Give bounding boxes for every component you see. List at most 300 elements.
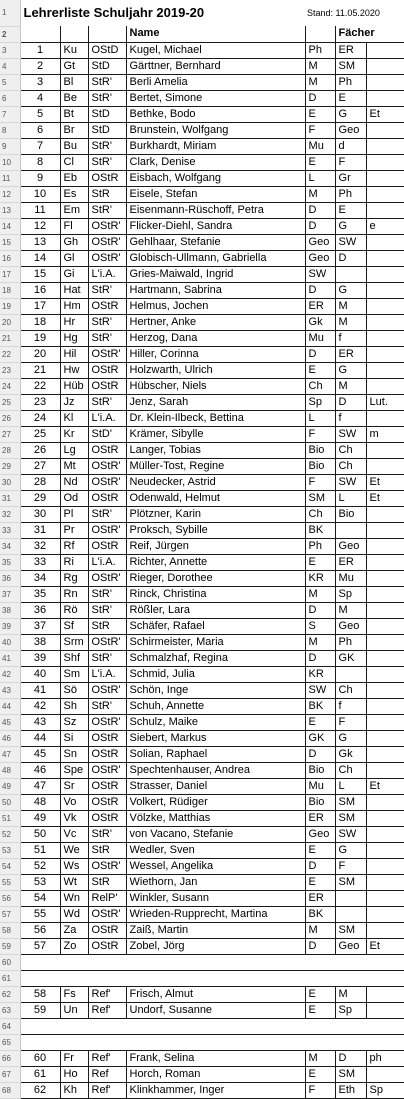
teacher-number[interactable]: 21 bbox=[20, 362, 60, 378]
subject-1[interactable]: D bbox=[305, 282, 335, 298]
teacher-number[interactable]: 17 bbox=[20, 298, 60, 314]
subject-3[interactable] bbox=[366, 682, 404, 698]
teacher-amt[interactable]: StR' bbox=[88, 330, 126, 346]
subject-1[interactable]: D bbox=[305, 938, 335, 954]
teacher-name[interactable]: Clark, Denise bbox=[126, 154, 305, 170]
teacher-number[interactable]: 55 bbox=[20, 906, 60, 922]
teacher-amt[interactable]: StR' bbox=[88, 698, 126, 714]
teacher-kuerzel[interactable]: Fr bbox=[60, 1050, 88, 1066]
row-header[interactable]: 45 bbox=[0, 714, 20, 730]
row-header[interactable]: 20 bbox=[0, 314, 20, 330]
row-header[interactable]: 14 bbox=[0, 218, 20, 234]
teacher-name[interactable]: Wiethorn, Jan bbox=[126, 874, 305, 890]
teacher-number[interactable]: 31 bbox=[20, 522, 60, 538]
stand-date[interactable]: Stand: 11.05.2020 bbox=[307, 8, 380, 18]
teacher-amt[interactable]: OStR bbox=[88, 362, 126, 378]
subject-2[interactable]: f bbox=[335, 330, 366, 346]
teacher-number[interactable]: 19 bbox=[20, 330, 60, 346]
subject-1[interactable]: BK bbox=[305, 906, 335, 922]
teacher-amt[interactable]: OStR bbox=[88, 922, 126, 938]
row-header[interactable]: 31 bbox=[0, 490, 20, 506]
subject-3[interactable] bbox=[366, 58, 404, 74]
subject-1[interactable]: M bbox=[305, 634, 335, 650]
teacher-kuerzel[interactable]: Pl bbox=[60, 506, 88, 522]
teacher-number[interactable]: 56 bbox=[20, 922, 60, 938]
cell[interactable] bbox=[20, 970, 404, 986]
subject-2[interactable]: D bbox=[335, 1050, 366, 1066]
subject-2[interactable]: M bbox=[335, 298, 366, 314]
subject-2[interactable]: Ch bbox=[335, 762, 366, 778]
teacher-number[interactable]: 51 bbox=[20, 842, 60, 858]
teacher-amt[interactable]: StR' bbox=[88, 314, 126, 330]
subject-1[interactable]: GK bbox=[305, 730, 335, 746]
teacher-kuerzel[interactable]: Hg bbox=[60, 330, 88, 346]
row-header[interactable]: 42 bbox=[0, 666, 20, 682]
subject-2[interactable]: SM bbox=[335, 810, 366, 826]
subject-2[interactable] bbox=[335, 266, 366, 282]
teacher-number[interactable]: 62 bbox=[20, 1082, 60, 1098]
subject-3[interactable]: Et bbox=[366, 106, 404, 122]
teacher-kuerzel[interactable]: Bl bbox=[60, 74, 88, 90]
row-header[interactable]: 63 bbox=[0, 1002, 20, 1018]
subject-3[interactable]: e bbox=[366, 218, 404, 234]
teacher-name[interactable]: von Vacano, Stefanie bbox=[126, 826, 305, 842]
subject-2[interactable]: f bbox=[335, 698, 366, 714]
teacher-kuerzel[interactable]: Bu bbox=[60, 138, 88, 154]
subject-3[interactable] bbox=[366, 746, 404, 762]
row-header[interactable]: 28 bbox=[0, 442, 20, 458]
subject-3[interactable] bbox=[366, 538, 404, 554]
row-header[interactable]: 68 bbox=[0, 1082, 20, 1098]
teacher-number[interactable]: 58 bbox=[20, 986, 60, 1002]
teacher-name[interactable]: Jenz, Sarah bbox=[126, 394, 305, 410]
teacher-number[interactable]: 5 bbox=[20, 106, 60, 122]
subject-1[interactable]: Ph bbox=[305, 538, 335, 554]
teacher-name[interactable]: Odenwald, Helmut bbox=[126, 490, 305, 506]
teacher-number[interactable]: 9 bbox=[20, 170, 60, 186]
row-header[interactable]: 43 bbox=[0, 682, 20, 698]
teacher-name[interactable]: Schön, Inge bbox=[126, 682, 305, 698]
row-header[interactable]: 26 bbox=[0, 410, 20, 426]
teacher-name[interactable]: Proksch, Sybille bbox=[126, 522, 305, 538]
teacher-name[interactable]: Herzog, Dana bbox=[126, 330, 305, 346]
teacher-amt[interactable]: RelP' bbox=[88, 890, 126, 906]
subject-1[interactable]: BK bbox=[305, 522, 335, 538]
subject-3[interactable] bbox=[366, 714, 404, 730]
subject-1[interactable]: D bbox=[305, 90, 335, 106]
row-header[interactable]: 18 bbox=[0, 282, 20, 298]
row-header[interactable]: 30 bbox=[0, 474, 20, 490]
subject-3[interactable]: m bbox=[366, 426, 404, 442]
teacher-kuerzel[interactable]: Hm bbox=[60, 298, 88, 314]
row-header[interactable]: 19 bbox=[0, 298, 20, 314]
row-header[interactable]: 24 bbox=[0, 378, 20, 394]
subject-2[interactable] bbox=[335, 890, 366, 906]
subject-3[interactable] bbox=[366, 762, 404, 778]
teacher-kuerzel[interactable]: Kr bbox=[60, 426, 88, 442]
teacher-kuerzel[interactable]: Srm bbox=[60, 634, 88, 650]
teacher-kuerzel[interactable]: Un bbox=[60, 1002, 88, 1018]
teacher-kuerzel[interactable]: Kl bbox=[60, 410, 88, 426]
teacher-kuerzel[interactable]: Wn bbox=[60, 890, 88, 906]
row-header[interactable]: 58 bbox=[0, 922, 20, 938]
row-header[interactable]: 13 bbox=[0, 202, 20, 218]
subject-1[interactable]: L bbox=[305, 170, 335, 186]
teacher-name[interactable]: Solian, Raphael bbox=[126, 746, 305, 762]
subject-3[interactable] bbox=[366, 1066, 404, 1082]
teacher-name[interactable]: Hertner, Anke bbox=[126, 314, 305, 330]
teacher-kuerzel[interactable]: Em bbox=[60, 202, 88, 218]
teacher-name[interactable]: Brunstein, Wolfgang bbox=[126, 122, 305, 138]
row-header[interactable]: 44 bbox=[0, 698, 20, 714]
subject-3[interactable] bbox=[366, 314, 404, 330]
teacher-kuerzel[interactable]: Wt bbox=[60, 874, 88, 890]
teacher-number[interactable]: 2 bbox=[20, 58, 60, 74]
cell[interactable] bbox=[60, 26, 88, 42]
teacher-number[interactable]: 27 bbox=[20, 458, 60, 474]
teacher-name[interactable]: Volkert, Rüdiger bbox=[126, 794, 305, 810]
subject-2[interactable]: G bbox=[335, 730, 366, 746]
subject-3[interactable] bbox=[366, 250, 404, 266]
subject-1[interactable]: F bbox=[305, 474, 335, 490]
teacher-number[interactable]: 46 bbox=[20, 762, 60, 778]
subject-2[interactable]: Geo bbox=[335, 122, 366, 138]
teacher-amt[interactable]: OStR' bbox=[88, 682, 126, 698]
subject-2[interactable]: Gk bbox=[335, 746, 366, 762]
teacher-amt[interactable]: OStR' bbox=[88, 858, 126, 874]
teacher-name[interactable]: Siebert, Markus bbox=[126, 730, 305, 746]
teacher-name[interactable]: Reif, Jürgen bbox=[126, 538, 305, 554]
subject-2[interactable]: G bbox=[335, 842, 366, 858]
teacher-kuerzel[interactable]: Zo bbox=[60, 938, 88, 954]
teacher-name[interactable]: Neudecker, Astrid bbox=[126, 474, 305, 490]
subject-1[interactable]: Geo bbox=[305, 826, 335, 842]
row-header[interactable]: 57 bbox=[0, 906, 20, 922]
teacher-kuerzel[interactable]: Fl bbox=[60, 218, 88, 234]
teacher-number[interactable]: 3 bbox=[20, 74, 60, 90]
teacher-name[interactable]: Schulz, Maike bbox=[126, 714, 305, 730]
cell[interactable] bbox=[88, 26, 126, 42]
teacher-amt[interactable]: OStR' bbox=[88, 714, 126, 730]
teacher-kuerzel[interactable]: Shf bbox=[60, 650, 88, 666]
subject-2[interactable]: Ph bbox=[335, 634, 366, 650]
subject-1[interactable]: Bio bbox=[305, 762, 335, 778]
subject-2[interactable]: Mu bbox=[335, 570, 366, 586]
subject-2[interactable]: Geo bbox=[335, 938, 366, 954]
teacher-name[interactable]: Horch, Roman bbox=[126, 1066, 305, 1082]
teacher-amt[interactable]: OStR' bbox=[88, 250, 126, 266]
teacher-amt[interactable]: StR' bbox=[88, 202, 126, 218]
subject-3[interactable] bbox=[366, 74, 404, 90]
subject-1[interactable]: SW bbox=[305, 266, 335, 282]
row-header[interactable]: 38 bbox=[0, 602, 20, 618]
subject-3[interactable] bbox=[366, 554, 404, 570]
teacher-number[interactable]: 18 bbox=[20, 314, 60, 330]
subject-3[interactable] bbox=[366, 810, 404, 826]
teacher-amt[interactable]: OStR bbox=[88, 170, 126, 186]
subject-1[interactable]: D bbox=[305, 202, 335, 218]
teacher-amt[interactable]: L'i.A. bbox=[88, 666, 126, 682]
teacher-number[interactable]: 57 bbox=[20, 938, 60, 954]
subject-2[interactable]: F bbox=[335, 714, 366, 730]
subject-1[interactable]: M bbox=[305, 58, 335, 74]
teacher-number[interactable]: 23 bbox=[20, 394, 60, 410]
teacher-kuerzel[interactable]: Gl bbox=[60, 250, 88, 266]
teacher-number[interactable]: 61 bbox=[20, 1066, 60, 1082]
subject-3[interactable] bbox=[366, 282, 404, 298]
teacher-kuerzel[interactable]: Ri bbox=[60, 554, 88, 570]
subject-2[interactable]: Ph bbox=[335, 186, 366, 202]
teacher-kuerzel[interactable]: Rg bbox=[60, 570, 88, 586]
subject-3[interactable] bbox=[366, 458, 404, 474]
subject-2[interactable]: D bbox=[335, 394, 366, 410]
subject-1[interactable]: KR bbox=[305, 666, 335, 682]
subject-1[interactable]: E bbox=[305, 554, 335, 570]
row-header[interactable]: 47 bbox=[0, 746, 20, 762]
teacher-amt[interactable]: StR' bbox=[88, 154, 126, 170]
teacher-kuerzel[interactable]: Hüb bbox=[60, 378, 88, 394]
teacher-number[interactable]: 36 bbox=[20, 602, 60, 618]
teacher-number[interactable]: 40 bbox=[20, 666, 60, 682]
subject-3[interactable] bbox=[366, 602, 404, 618]
subject-1[interactable]: L bbox=[305, 410, 335, 426]
teacher-amt[interactable]: OStR' bbox=[88, 570, 126, 586]
row-header[interactable]: 48 bbox=[0, 762, 20, 778]
cell[interactable] bbox=[20, 954, 404, 970]
teacher-name[interactable]: Eisbach, Wolfgang bbox=[126, 170, 305, 186]
subject-2[interactable]: SW bbox=[335, 234, 366, 250]
teacher-number[interactable]: 47 bbox=[20, 778, 60, 794]
subject-2[interactable] bbox=[335, 906, 366, 922]
teacher-amt[interactable]: OStR' bbox=[88, 522, 126, 538]
teacher-amt[interactable]: Ref' bbox=[88, 986, 126, 1002]
teacher-amt[interactable]: OStR bbox=[88, 746, 126, 762]
teacher-kuerzel[interactable]: Za bbox=[60, 922, 88, 938]
teacher-amt[interactable]: OStR' bbox=[88, 234, 126, 250]
teacher-amt[interactable]: OStR' bbox=[88, 762, 126, 778]
subject-1[interactable]: D bbox=[305, 346, 335, 362]
subject-2[interactable]: Geo bbox=[335, 618, 366, 634]
subject-3[interactable] bbox=[366, 346, 404, 362]
teacher-number[interactable]: 33 bbox=[20, 554, 60, 570]
subject-2[interactable]: M bbox=[335, 378, 366, 394]
teacher-name[interactable]: Winkler, Susann bbox=[126, 890, 305, 906]
subject-2[interactable]: M bbox=[335, 986, 366, 1002]
teacher-name[interactable]: Frank, Selina bbox=[126, 1050, 305, 1066]
row-header[interactable]: 55 bbox=[0, 874, 20, 890]
subject-3[interactable] bbox=[366, 122, 404, 138]
subject-3[interactable] bbox=[366, 890, 404, 906]
subject-3[interactable] bbox=[366, 442, 404, 458]
subject-2[interactable]: Sp bbox=[335, 1002, 366, 1018]
teacher-number[interactable]: 45 bbox=[20, 746, 60, 762]
teacher-number[interactable]: 42 bbox=[20, 698, 60, 714]
teacher-number[interactable]: 54 bbox=[20, 890, 60, 906]
teacher-name[interactable]: Burkhardt, Miriam bbox=[126, 138, 305, 154]
teacher-name[interactable]: Rinck, Christina bbox=[126, 586, 305, 602]
row-header[interactable]: 11 bbox=[0, 170, 20, 186]
teacher-amt[interactable]: StR' bbox=[88, 506, 126, 522]
subject-1[interactable]: Geo bbox=[305, 250, 335, 266]
teacher-name[interactable]: Richter, Annette bbox=[126, 554, 305, 570]
teacher-amt[interactable]: StD bbox=[88, 106, 126, 122]
subject-3[interactable]: ph bbox=[366, 1050, 404, 1066]
row-header[interactable]: 17 bbox=[0, 266, 20, 282]
teacher-number[interactable]: 25 bbox=[20, 426, 60, 442]
subject-3[interactable] bbox=[366, 186, 404, 202]
row-header[interactable]: 7 bbox=[0, 106, 20, 122]
subject-3[interactable] bbox=[366, 362, 404, 378]
teacher-kuerzel[interactable]: Gt bbox=[60, 58, 88, 74]
subject-3[interactable]: Et bbox=[366, 938, 404, 954]
subject-1[interactable]: ER bbox=[305, 298, 335, 314]
teacher-number[interactable]: 6 bbox=[20, 122, 60, 138]
row-header[interactable]: 54 bbox=[0, 858, 20, 874]
row-header[interactable]: 9 bbox=[0, 138, 20, 154]
teacher-kuerzel[interactable]: Jz bbox=[60, 394, 88, 410]
subject-1[interactable]: D bbox=[305, 858, 335, 874]
teacher-amt[interactable]: OStR bbox=[88, 298, 126, 314]
teacher-name[interactable]: Dr. Klein-Ilbeck, Bettina bbox=[126, 410, 305, 426]
subject-2[interactable]: Geo bbox=[335, 538, 366, 554]
teacher-name[interactable]: Wrieden-Rupprecht, Martina bbox=[126, 906, 305, 922]
teacher-name[interactable]: Klinkhammer, Inger bbox=[126, 1082, 305, 1098]
teacher-amt[interactable]: OStR bbox=[88, 378, 126, 394]
teacher-amt[interactable]: StR bbox=[88, 842, 126, 858]
subject-3[interactable] bbox=[366, 906, 404, 922]
subject-1[interactable]: E bbox=[305, 154, 335, 170]
teacher-amt[interactable]: StD bbox=[88, 122, 126, 138]
row-header[interactable]: 12 bbox=[0, 186, 20, 202]
teacher-kuerzel[interactable]: Od bbox=[60, 490, 88, 506]
row-header[interactable]: 46 bbox=[0, 730, 20, 746]
teacher-kuerzel[interactable]: Spe bbox=[60, 762, 88, 778]
teacher-number[interactable]: 50 bbox=[20, 826, 60, 842]
subject-2[interactable]: L bbox=[335, 778, 366, 794]
teacher-amt[interactable]: Ref bbox=[88, 1066, 126, 1082]
teacher-amt[interactable]: StR bbox=[88, 186, 126, 202]
subject-2[interactable]: SW bbox=[335, 426, 366, 442]
teacher-kuerzel[interactable]: Br bbox=[60, 122, 88, 138]
teacher-kuerzel[interactable]: Vk bbox=[60, 810, 88, 826]
subject-1[interactable]: E bbox=[305, 1002, 335, 1018]
subject-1[interactable]: F bbox=[305, 426, 335, 442]
subject-3[interactable]: Sp bbox=[366, 1082, 404, 1098]
subject-2[interactable]: Ch bbox=[335, 458, 366, 474]
subject-3[interactable] bbox=[366, 522, 404, 538]
row-header[interactable]: 22 bbox=[0, 346, 20, 362]
row-header[interactable]: 6 bbox=[0, 90, 20, 106]
teacher-amt[interactable]: OStD bbox=[88, 42, 126, 58]
subject-1[interactable]: E bbox=[305, 106, 335, 122]
subject-3[interactable] bbox=[366, 634, 404, 650]
subject-1[interactable]: M bbox=[305, 74, 335, 90]
teacher-name[interactable]: Schirmeister, Maria bbox=[126, 634, 305, 650]
teacher-name[interactable]: Zaiß, Martin bbox=[126, 922, 305, 938]
subject-1[interactable]: E bbox=[305, 842, 335, 858]
row-header[interactable]: 64 bbox=[0, 1018, 20, 1034]
teacher-kuerzel[interactable]: Sö bbox=[60, 682, 88, 698]
subject-2[interactable]: SM bbox=[335, 1066, 366, 1082]
teacher-number[interactable]: 24 bbox=[20, 410, 60, 426]
subject-1[interactable]: D bbox=[305, 650, 335, 666]
row-header[interactable]: 10 bbox=[0, 154, 20, 170]
teacher-kuerzel[interactable]: Nd bbox=[60, 474, 88, 490]
subject-1[interactable]: Bio bbox=[305, 442, 335, 458]
teacher-kuerzel[interactable]: Hat bbox=[60, 282, 88, 298]
teacher-number[interactable]: 28 bbox=[20, 474, 60, 490]
subject-1[interactable]: Ch bbox=[305, 378, 335, 394]
teacher-amt[interactable]: StR' bbox=[88, 90, 126, 106]
teacher-name[interactable]: Gries-Maiwald, Ingrid bbox=[126, 266, 305, 282]
teacher-amt[interactable]: OStR bbox=[88, 778, 126, 794]
subject-3[interactable] bbox=[366, 202, 404, 218]
subject-3[interactable] bbox=[366, 1002, 404, 1018]
subject-2[interactable]: Ch bbox=[335, 442, 366, 458]
subject-1[interactable]: F bbox=[305, 1082, 335, 1098]
teacher-number[interactable]: 12 bbox=[20, 218, 60, 234]
teacher-name[interactable]: Schäfer, Rafael bbox=[126, 618, 305, 634]
subject-3[interactable] bbox=[366, 570, 404, 586]
subject-1[interactable]: M bbox=[305, 922, 335, 938]
teacher-name[interactable]: Plötzner, Karin bbox=[126, 506, 305, 522]
subject-3[interactable] bbox=[366, 42, 404, 58]
teacher-amt[interactable]: StD' bbox=[88, 426, 126, 442]
teacher-number[interactable]: 43 bbox=[20, 714, 60, 730]
teacher-amt[interactable]: OStR' bbox=[88, 906, 126, 922]
subject-2[interactable]: SM bbox=[335, 874, 366, 890]
subject-3[interactable] bbox=[366, 298, 404, 314]
subject-2[interactable]: G bbox=[335, 218, 366, 234]
subject-2[interactable]: Gr bbox=[335, 170, 366, 186]
teacher-name[interactable]: Bertet, Simone bbox=[126, 90, 305, 106]
row-header[interactable]: 56 bbox=[0, 890, 20, 906]
row-header[interactable]: 5 bbox=[0, 74, 20, 90]
subject-1[interactable]: D bbox=[305, 218, 335, 234]
subject-3[interactable] bbox=[366, 618, 404, 634]
row-header[interactable]: 25 bbox=[0, 394, 20, 410]
subject-3[interactable]: Et bbox=[366, 490, 404, 506]
subject-1[interactable]: E bbox=[305, 1066, 335, 1082]
subject-2[interactable]: M bbox=[335, 314, 366, 330]
teacher-name[interactable]: Krämer, Sibylle bbox=[126, 426, 305, 442]
teacher-name[interactable]: Zobel, Jörg bbox=[126, 938, 305, 954]
teacher-name[interactable]: Strasser, Daniel bbox=[126, 778, 305, 794]
subject-1[interactable]: Geo bbox=[305, 234, 335, 250]
row-header[interactable]: 62 bbox=[0, 986, 20, 1002]
subject-1[interactable]: D bbox=[305, 746, 335, 762]
subject-2[interactable] bbox=[335, 666, 366, 682]
teacher-amt[interactable]: OStR bbox=[88, 794, 126, 810]
subject-3[interactable] bbox=[366, 730, 404, 746]
subject-1[interactable]: KR bbox=[305, 570, 335, 586]
teacher-kuerzel[interactable]: Gi bbox=[60, 266, 88, 282]
teacher-number[interactable]: 38 bbox=[20, 634, 60, 650]
teacher-amt[interactable]: StR' bbox=[88, 394, 126, 410]
teacher-name[interactable]: Rieger, Dorothee bbox=[126, 570, 305, 586]
teacher-name[interactable]: Eisele, Stefan bbox=[126, 186, 305, 202]
subject-2[interactable]: E bbox=[335, 202, 366, 218]
row-header[interactable]: 53 bbox=[0, 842, 20, 858]
cell[interactable] bbox=[20, 1034, 404, 1050]
subject-2[interactable]: Ch bbox=[335, 682, 366, 698]
teacher-amt[interactable]: OStR' bbox=[88, 346, 126, 362]
cell[interactable] bbox=[20, 1018, 404, 1034]
subject-2[interactable]: SW bbox=[335, 826, 366, 842]
subject-3[interactable] bbox=[366, 858, 404, 874]
subject-2[interactable]: M bbox=[335, 602, 366, 618]
subject-3[interactable] bbox=[366, 666, 404, 682]
